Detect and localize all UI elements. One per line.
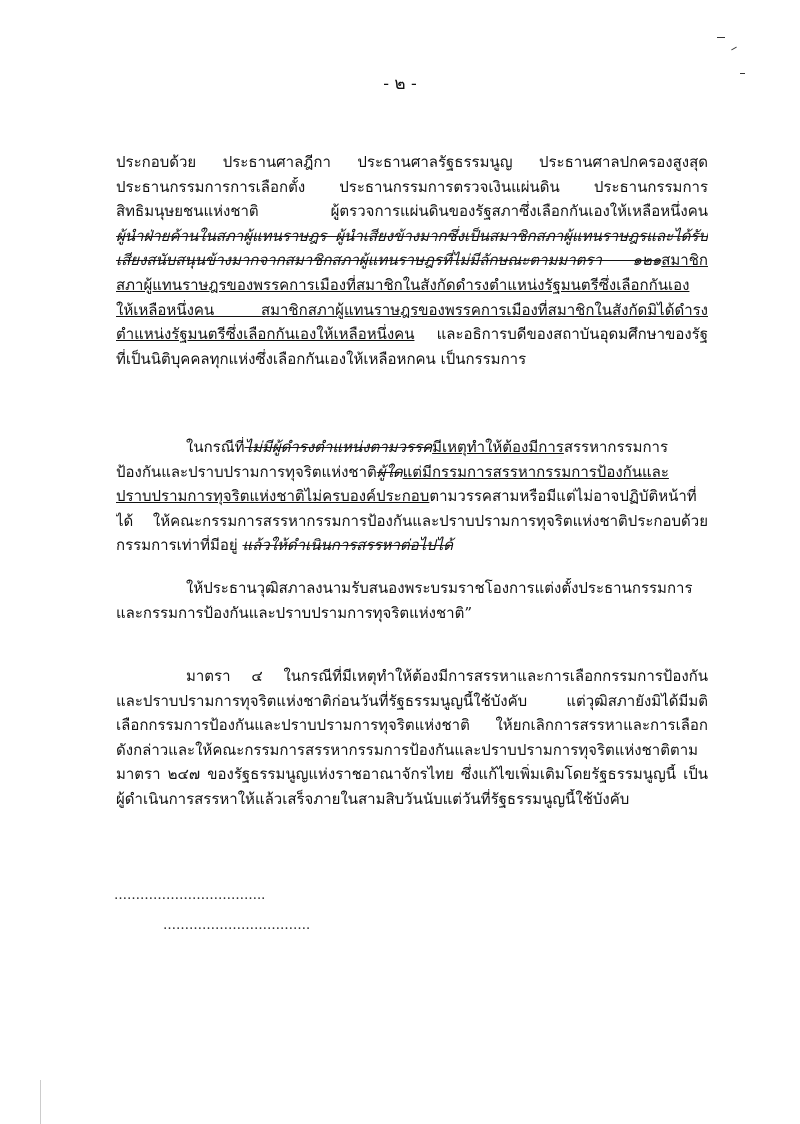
text-segment: สิทธิมนุษยชนแห่งชาติ ผู้ตรวจการแผ่นดินของรัฐสภาซึ่งเลือกกันเองให้เหลือหนึ่งคน bbox=[116, 202, 708, 220]
struck-text: ผู้นำฝ่ายค้านในสภาผู้แทนราษฎร ผู้นำเสียงข้างมากซึ่งเป็นสมาชิกสภาผู้แทนราษฎรและได้รับ bbox=[116, 227, 708, 245]
text-line bbox=[116, 764, 708, 784]
scan-mark bbox=[731, 47, 737, 51]
text-line bbox=[116, 715, 708, 735]
signature-dots-2: ……………………………. bbox=[163, 918, 311, 933]
scan-mark bbox=[740, 73, 745, 74]
text-segment: ที่เป็นนิติบุคคลทุกแห่งซึ่งเลือกกันเองให้เหลือหกคน เป็นกรรมการ bbox=[116, 350, 527, 368]
text-line bbox=[116, 250, 708, 270]
struck-text: เสียงสนับสนุนข้างมากจากสมาชิกสภาผู้แทนราษฎรที่ไม่มีลักษณะตามมาตรา ๑๒๑ bbox=[116, 251, 662, 269]
text-line bbox=[116, 486, 708, 506]
text-line bbox=[116, 275, 708, 295]
text-segment: ในกรณีที่ bbox=[186, 438, 245, 456]
struck-text: แล้วให้ดำเนินการสรรหาต่อไปได้ bbox=[242, 536, 453, 554]
text-segment: และปราบปรามการทุจริตแห่งชาติก่อนวันที่รัฐธรรมนูญนี้ใช้บังคับ แต่วุฒิสภายังมิได้มีมติ bbox=[116, 692, 708, 710]
text-line bbox=[116, 324, 708, 344]
text-line bbox=[116, 349, 708, 369]
text-segment: สรรหากรรมการ bbox=[563, 438, 669, 456]
page-number: - ๒ - bbox=[383, 74, 417, 94]
text-line bbox=[116, 740, 708, 760]
text-segment: ให้ประธานวุฒิสภาลงนามรับสนองพระบรมราชโองการแต่งตั้งประธานกรรมการ bbox=[186, 579, 693, 597]
text-line bbox=[186, 666, 708, 686]
text-segment: ดังกล่าวและให้คณะกรรมการสรรหากรรมการป้องกันและปราบปรามการทุจริตแห่งชาติตาม bbox=[116, 741, 699, 759]
scan-mark bbox=[717, 37, 725, 38]
text-line bbox=[186, 437, 708, 457]
text-segment: ผู้ดำเนินการสรรหาให้แล้วเสร็จภายในสามสิบวันนับแต่วันที่รัฐธรรมนูญนี้ใช้บังคับ bbox=[116, 790, 630, 808]
text-segment: ได้ ให้คณะกรรมการสรรหากรรมการป้องกันและปราบปรามการทุจริตแห่งชาติประกอบด้วย bbox=[116, 512, 708, 530]
inserted-text: ตำแหน่งรัฐมนตรีซึ่งเลือกกันเองให้เหลือหนึ่งคน bbox=[116, 325, 415, 343]
text-line bbox=[116, 152, 708, 172]
text-segment: มาตรา ๒๔๗ ของรัฐธรรมนูญแห่งราชอาณาจักรไทย ซึ่งแก้ไขเพิ่มเติมโดยรัฐธรรมนูญนี้ เป็น bbox=[116, 765, 708, 783]
struck-text: ผู้ใด bbox=[376, 463, 403, 481]
inserted-text: สมาชิก bbox=[661, 251, 708, 269]
text-segment: และอธิการบดีของสถาบันอุดมศึกษาของรัฐ bbox=[414, 325, 708, 343]
text-segment: ตามวรรคสามหรือมีแต่ไม่อาจปฏิบัติหน้าที่ bbox=[429, 487, 697, 505]
text-line bbox=[116, 300, 708, 320]
text-line bbox=[186, 578, 708, 598]
text-segment: เลือกกรรมการป้องกันและปราบปรามการทุจริตแห่งชาติ ให้ยกเลิกการสรรหาและการเลือก bbox=[116, 716, 708, 734]
struck-text: ไม่มีผู้ดำรงตำแหน่งตามวรรค bbox=[244, 438, 433, 456]
text-segment: ประธานกรรมการการเลือกตั้ง ประธานกรรมการตรวจเงินแผ่นดิน ประธานกรรมการ bbox=[116, 178, 708, 196]
text-line bbox=[116, 462, 708, 482]
text-segment: มาตรา ๔ ในกรณีที่มีเหตุทำให้ต้องมีการสรรหาและการเลือกกรรมการป้องกัน bbox=[186, 667, 708, 685]
text-segment: ป้องกันและปราบปรามการทุจริตแห่งชาติ bbox=[116, 463, 377, 481]
inserted-text: ปราบปรามการทุจริตแห่งชาติไม่ครบองค์ประกอบ bbox=[116, 487, 430, 505]
text-segment: ประกอบด้วย ประธานศาลฎีกา ประธานศาลรัฐธรรมนูญ ประธานศาลปกครองสูงสุด bbox=[116, 153, 708, 171]
text-line bbox=[116, 177, 708, 197]
text-line bbox=[116, 535, 708, 555]
scan-edge-line bbox=[40, 1080, 41, 1124]
inserted-text: มีเหตุทำให้ต้องมีการ bbox=[432, 438, 564, 456]
text-segment: และกรรมการป้องกันและปราบปรามการทุจริตแห่งชาติ” bbox=[116, 604, 473, 622]
text-segment: กรรมการเท่าที่มีอยู่ bbox=[116, 536, 243, 554]
text-line bbox=[116, 691, 708, 711]
text-line bbox=[116, 226, 708, 246]
text-line bbox=[116, 511, 708, 531]
text-line bbox=[116, 789, 708, 809]
inserted-text: แต่มีกรรมการสรรหากรรมการป้องกันและ bbox=[402, 463, 669, 481]
inserted-text: ให้เหลือหนึ่งคน สมาชิกสภาผู้แทนราษฎรของพรรคการเมืองที่สมาชิกในสังกัดมิได้ดำรง bbox=[116, 301, 708, 319]
text-line bbox=[116, 603, 708, 623]
signature-dots-1: …………………………….. bbox=[114, 888, 266, 903]
text-line bbox=[116, 201, 708, 221]
inserted-text: สภาผู้แทนราษฎรของพรรคการเมืองที่สมาชิกในสังกัดดำรงตำแหน่งรัฐมนตรีซึ่งเลือกกันเอง bbox=[116, 276, 690, 294]
